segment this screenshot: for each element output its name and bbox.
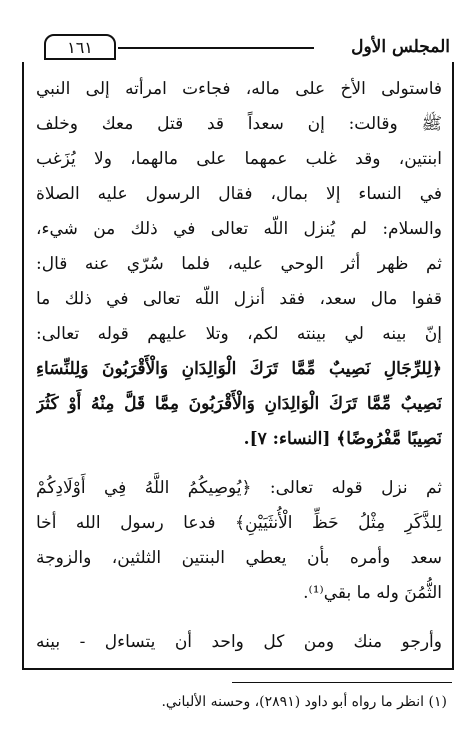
paragraph-3 [36,625,442,660]
text-line: لِلذَّكَرِ مِثْلُ حَظِّ الْأُنثَيَيْنِ﴾ فدعا رسول الله أخا [36,513,442,533]
text-line: في النساء إلا بمال، فقال الرسول عليه الصلاة [36,184,442,204]
page-number: ١٦١ [44,34,116,60]
quran-verse-line: ﴿لِلرِّجَالِ نَصِيبٌ مِّمَّا تَرَكَ الْوَالِدَانِ وَالْأَقْرَبُونَ وَلِلنِّسَاءِ [36,359,442,379]
paragraph-gap [36,611,442,625]
text-line: سعد وأمره بأن يعطي البنتين الثلثين، والزوجة [36,548,442,568]
text-line: قفوا مال سعد، فقد أنزل اللّه تعالى في ذلك ما [36,289,442,309]
main-text [36,72,442,660]
chapter-title: المجلس الأول [351,37,450,57]
page-header [22,34,454,64]
paragraph-gap [36,457,442,471]
paragraph-1 [36,72,442,457]
text-line: ثم نزل قوله تعالى: ﴿يُوصِيكُمُ اللَّهُ فِي أَوْلَادِكُمْ [36,478,442,498]
quran-verse-line: نَصِيبٌ مِّمَّا تَرَكَ الْوَالِدَانِ وَالْأَقْرَبُونَ مِمَّا قَلَّ مِنْهُ أَوْ كَثُرَ [36,394,442,414]
footnote-rule [232,682,452,683]
text-line: ﷺ وقالت: إن سعداً قد قتل معك وخلف [36,114,442,134]
quran-verse-line: نَصِيبًا مَّفْرُوضًا﴾ [النساء: ٧]. [243,429,442,449]
text-line: إنّ بينه لي بينته لكم، وتلا عليهم قوله تعالى: [36,324,442,344]
text-line: والسلام: لم يُنزل اللّه تعالى في ذلك من شيء، [36,219,442,239]
text-line: ثم ظهر أثر الوحي عليه، فلما سُرّي عنه قال: [36,254,442,274]
paragraph-2 [36,471,442,611]
footnote: (١) انظر ما رواه أبو داود (٢٨٩١)، وحسنه الألباني. [161,694,447,710]
text-line: فاستولى الأخ على ماله، فجاءت امرأته إلى النبي [36,79,442,99]
header-rule [118,47,314,49]
text-line: ابنتين، وقد غلب عمهما على مالهما، ولا يُزَغب [36,149,442,169]
text-line: الثُّمُنَ وله ما بقي⁽¹⁾. [303,583,442,603]
text-line: وأرجو منك ومن كل واحد أن يتساءل - بينه [36,632,442,652]
